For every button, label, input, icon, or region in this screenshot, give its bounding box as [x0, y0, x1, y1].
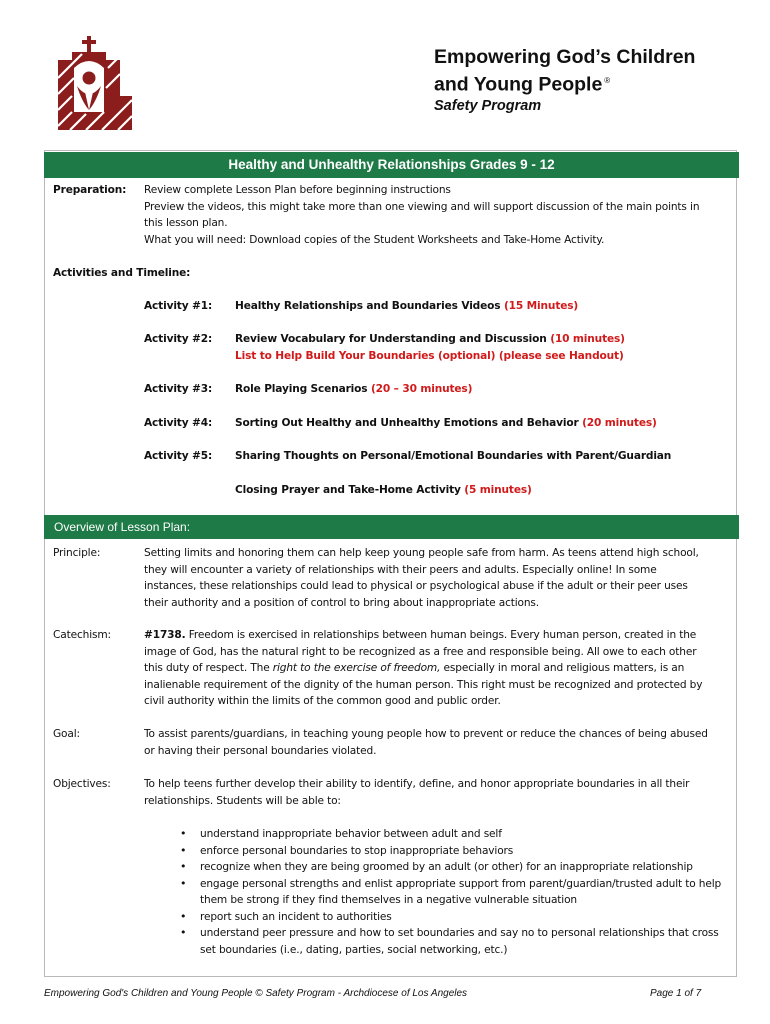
program-title: [434, 46, 695, 114]
activities-label: Activities and Timeline:: [53, 267, 191, 279]
activity-3-label: Activity #3:: [144, 383, 213, 395]
goal-label: Goal:: [53, 728, 80, 740]
preparation-text: Review complete Lesson Plan before beginning instructions Preview the videos, this might take more than one viewing and will support discussion of the main points in this lesson plan. What you will need: Download copies of the Student Worksheets and Take-Home Activity.: [144, 184, 700, 246]
principle-label: Principle:: [53, 547, 101, 559]
activity-2-text: Review Vocabulary for Understanding and Discussion (10 minutes) List to Help Build Your Boundaries (optional) (please see Handout): [235, 333, 625, 362]
objectives-list: [180, 826, 732, 958]
title-line-1: Empowering God’s Children: [434, 46, 696, 68]
activity-3-text: Role Playing Scenarios (20 – 30 minutes): [235, 383, 473, 395]
page-number: Page 1 of 7: [650, 988, 702, 999]
closing-activity: Closing Prayer and Take-Home Activity (5 minutes): [235, 484, 532, 496]
activity-1-text: Healthy Relationships and Boundaries Videos (15 Minutes): [235, 300, 579, 312]
list-item: • engage personal strengths and enlist appropriate support from parent/guardian/trusted adult to help them be strong if they find themselves in a negative vulnerable situation: [180, 876, 732, 909]
list-item: • understand peer pressure and how to set boundaries and say no to personal relationships that cross set boundaries (i.e., dating, parties, social networking, etc.): [180, 925, 732, 958]
activity-5-label: Activity #5:: [144, 450, 213, 462]
catechism-text: #1738. Freedom is exercised in relationships between human beings. Every human person, created in the image of God, has the natural right to be recognized as a free and responsible being. All owe to each other this duty of respect. The right to the exercise of freedom, especially in moral and religious matters, is an inalienable requirement of the dignity of the human person. This right must be recognized and protected by civil authority within the limits of the common good and public order.: [144, 629, 703, 707]
preparation-label: Preparation:: [53, 184, 127, 196]
list-item: • recognize when they are being groomed by an adult (or other) for an inappropriate relationship: [180, 859, 732, 876]
overview-heading: Overview of Lesson Plan:: [44, 515, 739, 539]
program-subtitle: Safety Program: [434, 97, 542, 114]
archdiocese-logo: [52, 36, 132, 130]
registered-mark: ®: [604, 76, 611, 85]
footer-text: Empowering God's Children and Young People © Safety Program - Archdiocese of Los Angeles: [44, 988, 468, 999]
handout-note: List to Help Build Your Boundaries (optional) (please see Handout): [235, 349, 624, 362]
catechism-label: Catechism:: [53, 629, 111, 641]
activity-4-text: Sorting Out Healthy and Unhealthy Emotions and Behavior (20 minutes): [235, 417, 657, 429]
goal-text: To assist parents/guardians, in teaching young people how to prevent or reduce the chances of being abused or having their personal boundaries violated.: [144, 728, 708, 757]
activity-1-label: Activity #1:: [144, 300, 213, 312]
activity-5-text: Sharing Thoughts on Personal/Emotional Boundaries with Parent/Guardian: [235, 450, 672, 462]
objectives-label: Objectives:: [53, 778, 111, 790]
list-item: • understand inappropriate behavior between adult and self: [180, 826, 732, 843]
lesson-title: Healthy and Unhealthy Relationships Grades 9 - 12: [44, 152, 739, 178]
activity-4-label: Activity #4:: [144, 417, 213, 429]
activity-2-label: Activity #2:: [144, 333, 213, 345]
list-item: • report such an incident to authorities: [180, 909, 732, 926]
principle-text: Setting limits and honoring them can help keep young people safe from harm. As teens attend high school, they will encounter a variety of relationships with their peers and adults. Especially online! In some instances, these relationships could lead to physical or psychological abuse if the adult or their peer uses their authority and a position of control to bring about inappropriate actions.: [144, 547, 699, 609]
title-line-2: and Young People ®: [434, 73, 611, 96]
list-item: • enforce personal boundaries to stop inappropriate behaviors: [180, 843, 732, 860]
objectives-intro: To help teens further develop their ability to identify, define, and honor appropriate boundaries in all their relationships. Students will be able to:: [144, 778, 690, 807]
